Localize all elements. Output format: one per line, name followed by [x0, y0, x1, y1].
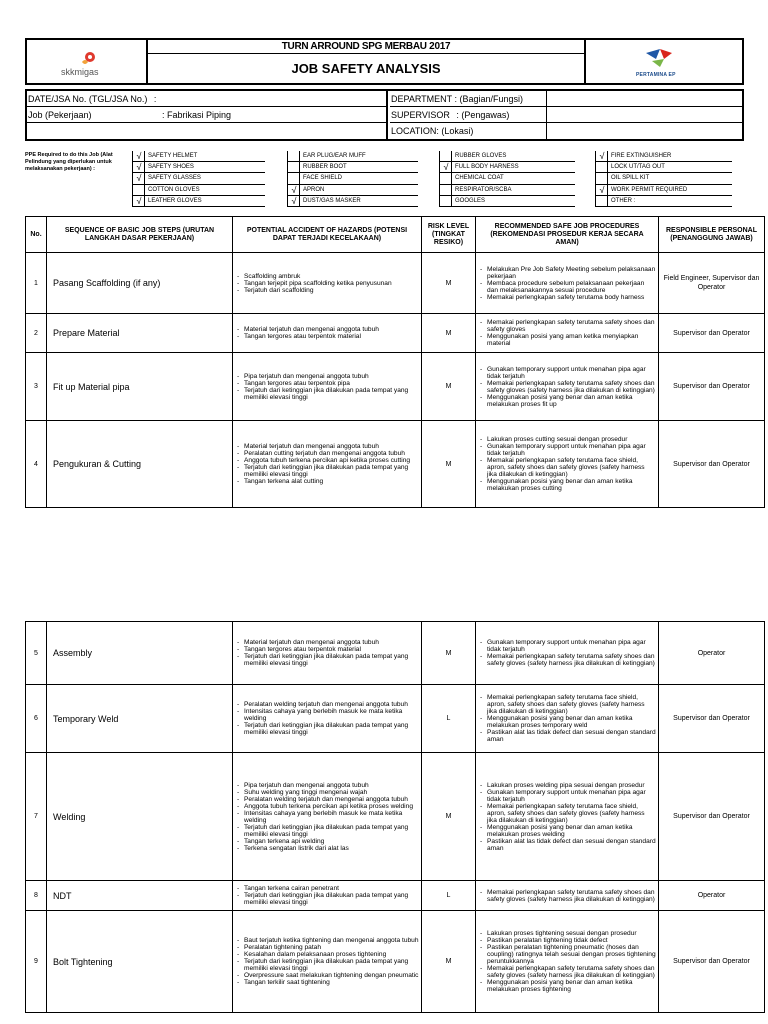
ppe-item: FULL BODY HARNESS	[451, 162, 575, 173]
hazard-item: - Terjatuh dari ketinggian jika dilakukan pada tempat yang memiliki elevasi tinggi	[235, 387, 419, 401]
col-steps: SEQUENCE OF BASIC JOB STEPS (URUTAN LANGKAH DASAR PEKERJAAN)	[47, 217, 233, 253]
hazard-item: - Material terjatuh dan mengenai anggota tubuh	[235, 639, 419, 646]
risk-level: L	[422, 685, 476, 753]
risk-level: M	[422, 753, 476, 881]
ppe-item: RUBBER GLOVES	[451, 151, 575, 162]
procedure-item: - Membaca procedure sebelum pelaksanaan pekerjaan dan melaksanakannya sesuai procedure	[478, 280, 656, 294]
ppe-item: EAR PLUG/EAR MUFF	[299, 151, 418, 162]
procedure-list	[476, 421, 659, 508]
responsible-person: Supervisor dan Operator	[659, 421, 765, 508]
ppe-checkbox	[132, 185, 144, 196]
ppe-label: PPE Required to do this Job (Alat Pelindung yang diperlukan untuk melaksanakan pekerjaan) :	[25, 152, 113, 172]
risk-level: M	[422, 353, 476, 421]
hazard-item: - Tangan tergores atau terpentok material	[235, 333, 419, 340]
ppe-checkbox	[595, 162, 607, 173]
hazard-item: - Tangan terkena api welding	[235, 838, 419, 845]
job-step: Pasang Scaffolding (if any)	[47, 253, 233, 314]
hazard-item: - Terkena sengatan listrik dari alat las	[235, 845, 419, 852]
hazard-list	[233, 622, 422, 685]
check-mark-icon: √	[136, 195, 142, 206]
blank-row	[27, 123, 386, 139]
col-risk: RISK LEVEL (TINGKAT RESIKO)	[422, 217, 476, 253]
ppe-item: SAFETY SHOES	[144, 162, 265, 173]
step-number: 3	[26, 353, 47, 421]
date-row	[27, 91, 386, 107]
ppe-checkbox	[287, 162, 299, 173]
ppe-checkbox	[132, 162, 144, 173]
risk-level: M	[422, 911, 476, 1013]
hazard-item: - Terjatuh dari ketinggian jika dilakukan pada tempat yang memiliki elevasi tinggi	[235, 722, 419, 736]
ppe-checkbox	[439, 173, 451, 184]
hazard-item: - Peralatan cutting terjatuh dan mengenai anggota tubuh	[235, 450, 419, 457]
ppe-item: SAFETY HELMET	[144, 151, 265, 162]
responsible-person: Supervisor dan Operator	[659, 314, 765, 353]
procedure-item: - Lakukan proses cutting sesuai dengan prosedur	[478, 436, 656, 443]
ppe-checkbox	[287, 196, 299, 207]
table-row	[26, 253, 765, 314]
table-row	[26, 881, 765, 911]
step-number: 1	[26, 253, 47, 314]
date-label: DATE/JSA No. (TGL/JSA No.)	[28, 94, 148, 104]
job-step: Pengukuran & Cutting	[47, 421, 233, 508]
table-row	[26, 353, 765, 421]
date-value: :	[153, 94, 157, 104]
hazard-item: - Pipa terjatuh dan mengenai anggota tubuh	[235, 782, 419, 789]
job-step: Assembly	[47, 622, 233, 685]
ppe-item: CHEMICAL COAT	[451, 173, 575, 184]
ppe-checkbox	[439, 151, 451, 162]
procedure-list	[476, 253, 659, 314]
hazard-item: - Terjatuh dari ketinggian jika dilakukan pada tempat yang memiliki elevasi tinggi	[235, 892, 419, 906]
procedure-item: - Memakai perlengkapan safety terutama safety shoes dan safety gloves (safety harness jika dilakukan di ketinggian)	[478, 653, 656, 667]
procedure-item: - Menggunakan posisi yang aman ketika menyiapkan material	[478, 333, 656, 347]
responsible-person: Supervisor dan Operator	[659, 753, 765, 881]
step-number: 4	[26, 421, 47, 508]
pertamina-logo	[584, 40, 742, 83]
table-header-row	[26, 217, 765, 253]
ppe-item: OTHER :	[607, 196, 732, 207]
ppe-item: GOOGLES	[451, 196, 575, 207]
ppe-checkbox	[287, 151, 299, 162]
table-row	[26, 622, 765, 685]
responsible-person: Field Engineer, Supervisor dan Operator	[659, 253, 765, 314]
hazard-item: - Pipa terjatuh dan mengenai anggota tubuh	[235, 373, 419, 380]
project-title: TURN ARROUND SPG MERBAU 2017	[148, 40, 584, 54]
hazard-item: - Terjatuh dari ketinggian jika dilakukan pada tempat yang memiliki elevasi tinggi	[235, 464, 419, 478]
procedure-item: - Gunakan temporary support untuk menahan pipa agar tidak terjatuh	[478, 789, 656, 803]
job-info	[25, 89, 744, 141]
department-label: DEPARTMENT : (Bagian/Fungsi)	[391, 94, 524, 104]
location-label: LOCATION: (Lokasi)	[391, 126, 474, 136]
procedure-item: - Melakukan Pre Job Safety Meeting sebelum pelaksanaan pekerjaan	[478, 266, 656, 280]
procedure-item: - Menggunakan posisi yang benar dan aman ketika melakukan proses tightening	[478, 979, 656, 993]
step-number: 2	[26, 314, 47, 353]
hazard-list	[233, 881, 422, 911]
responsible-person: Supervisor dan Operator	[659, 685, 765, 753]
hazard-item: - Tangan terkena cairan penetrant	[235, 885, 419, 892]
ppe-item: DUST/GAS MASKER	[299, 196, 418, 207]
department-row	[390, 91, 742, 107]
step-number: 9	[26, 911, 47, 1013]
responsible-person: Supervisor dan Operator	[659, 911, 765, 1013]
hazard-item: - Baut terjatuh ketika tightening dan mengenai anggota tubuh	[235, 937, 419, 944]
hazard-item: - Terjatuh dari ketinggian jika dilakukan pada tempat yang memiliki elevasi tinggi	[235, 653, 419, 667]
procedure-item: - Menggunakan posisi yang benar dan aman ketika melakukan proses temporary weld	[478, 715, 656, 729]
responsible-person: Operator	[659, 622, 765, 685]
ppe-checkbox	[287, 185, 299, 196]
check-mark-icon: √	[599, 184, 605, 195]
job-step: Prepare Material	[47, 314, 233, 353]
procedure-item: - Memakai perlengkapan safety terutama safety shoes dan safety gloves	[478, 319, 656, 333]
procedure-item: - Memakai perlengkapan safety terutama face shield, apron, safety shoes dan safety gloves (safety harness jika dilakukan di ketinggian)	[478, 457, 656, 478]
ppe-item: FACE SHIELD	[299, 173, 418, 184]
jsa-header	[25, 38, 744, 85]
ppe-checkbox	[439, 196, 451, 207]
procedure-item: - Lakukan proses welding pipa sesuai dengan prosedur	[478, 782, 656, 789]
job-step: Bolt Tightening	[47, 911, 233, 1013]
job-step: Temporary Weld	[47, 685, 233, 753]
procedure-list	[476, 911, 659, 1013]
procedure-item: - Memakai perlengkapan safety terutama safety shoes dan safety gloves (safety harness jika dilakukan di ketinggian)	[478, 889, 656, 903]
ppe-item: APRON	[299, 185, 418, 196]
procedure-item: - Pastikan peralatan tightening tidak defect	[478, 937, 656, 944]
hazard-item: - Terjatuh dari ketinggian jika dilakukan pada tempat yang memiliki elevasi tinggi	[235, 824, 419, 838]
hazard-item: - Peralatan tightening patah	[235, 944, 419, 951]
procedure-item: - Lakukan proses tightening sesuai dengan prosedur	[478, 930, 656, 937]
table-row	[26, 314, 765, 353]
risk-level: M	[422, 421, 476, 508]
step-number: 6	[26, 685, 47, 753]
procedure-item: - Pastikan alat las tidak defect dan sesuai dengan standard aman	[478, 729, 656, 743]
hazard-item: - Intensitas cahaya yang berlebih masuk ke mata ketika welding	[235, 708, 419, 722]
ppe-item: LEATHER GLOVES	[144, 196, 265, 207]
ppe-checkbox	[287, 173, 299, 184]
hazard-list	[233, 753, 422, 881]
risk-level: M	[422, 622, 476, 685]
check-mark-icon: √	[136, 151, 142, 161]
skkmigas-logo	[27, 40, 148, 83]
check-mark-icon: √	[291, 195, 297, 206]
check-mark-icon: √	[136, 162, 142, 173]
procedure-item: - Memakai perlengkapan safety terutama face shield, apron, safety shoes dan safety gloves (safety harness jika dilakukan di ketinggian)	[478, 803, 656, 824]
location-row	[390, 123, 742, 139]
ppe-section	[25, 150, 744, 208]
job-step: Welding	[47, 753, 233, 881]
ppe-checkbox	[595, 151, 607, 162]
ppe-checkbox	[595, 185, 607, 196]
hazard-item: - Tangan terkena alat cutting	[235, 478, 419, 485]
supervisor-row	[390, 107, 742, 123]
hazard-item: - Peralatan welding terjatuh dan mengenai anggota tubuh	[235, 701, 419, 708]
ppe-item: RESPIRATOR/SCBA	[451, 185, 575, 196]
ppe-checkbox	[132, 173, 144, 184]
ppe-checkbox	[439, 185, 451, 196]
risk-level: M	[422, 314, 476, 353]
procedure-item: - Menggunakan posisi yang benar dan aman ketika melakukan proses cutting	[478, 478, 656, 492]
hazard-list	[233, 685, 422, 753]
hazard-item: - Peralatan welding terjatuh dan mengenai anggota tubuh	[235, 796, 419, 803]
procedure-item: - Menggunakan posisi yang benar dan aman ketika melakukan proses welding	[478, 824, 656, 838]
hazard-item: - Terjatuh dari scaffolding	[235, 287, 419, 294]
procedure-item: - Memakai perlengkapan safety terutama safety shoes dan safety gloves (safety harness jika dilakukan di ketinggian)	[478, 380, 656, 394]
hazard-item: - Tangan terjepit pipa scaffolding ketika penyusunan	[235, 280, 419, 287]
check-mark-icon: √	[443, 162, 449, 173]
ppe-checkbox	[595, 196, 607, 207]
procedure-list	[476, 353, 659, 421]
responsible-person: Supervisor dan Operator	[659, 353, 765, 421]
procedure-list	[476, 685, 659, 753]
procedure-item: - Memakai perlengkapan safety terutama body harness	[478, 294, 656, 301]
hazard-item: - Suhu welding yang tinggi mengenai wajah	[235, 789, 419, 796]
step-number: 5	[26, 622, 47, 685]
hazard-list	[233, 253, 422, 314]
procedure-item: - Memakai perlengkapan safety terutama face shield, apron, safety shoes dan safety gloves (safety harness jika dilakukan di ketinggian)	[478, 694, 656, 715]
ppe-item: WORK PERMIT REQUIRED	[607, 185, 732, 196]
procedure-item: - Gunakan temporary support untuk menahan pipa agar tidak terjatuh	[478, 443, 656, 457]
hazard-list	[233, 421, 422, 508]
job-step: NDT	[47, 881, 233, 911]
col-procedures: RECOMMENDED SAFE JOB PROCEDURES (REKOMENDASI PROSEDUR KERJA SECARA AMAN)	[476, 217, 659, 253]
ppe-item: FIRE EXTINGUISHER	[607, 151, 732, 162]
procedure-item: - Pastikan peralatan tightening pneumatic (hoses dan coupling) ratingnya telah sesuai dengan proses tightening peruntukkannya	[478, 944, 656, 965]
check-mark-icon: √	[291, 184, 297, 195]
check-mark-icon: √	[599, 151, 605, 161]
ppe-item: COTTON GLOVES	[144, 185, 265, 196]
hazard-item: - Material terjatuh dan mengenai anggota tubuh	[235, 326, 419, 333]
table-row	[26, 421, 765, 508]
step-number: 8	[26, 881, 47, 911]
jsa-table-page-1	[25, 216, 765, 508]
col-responsible: RESPONSIBLE PERSONAL (PENANGGUNG JAWAB)	[659, 217, 765, 253]
procedure-item: - Gunakan temporary support untuk menahan pipa agar tidak terjatuh	[478, 366, 656, 380]
procedure-item: - Memakai perlengkapan safety terutama safety shoes dan safety gloves (safety harness jika dilakukan di ketinggian)	[478, 965, 656, 979]
ppe-item: RUBBER BOOT	[299, 162, 418, 173]
hazard-item: - Material terjatuh dan mengenai anggota tubuh	[235, 443, 419, 450]
hazard-item: - Tangan tergores atau terpentok pipa	[235, 380, 419, 387]
ppe-checkbox	[595, 173, 607, 184]
job-value: : Fabrikasi Piping	[162, 110, 232, 120]
hazard-item: - Tangan terkilir saat tightening	[235, 979, 419, 986]
check-mark-icon: √	[136, 173, 142, 184]
ppe-item: SAFETY GLASSES	[144, 173, 265, 184]
supervisor-label: SUPERVISOR	[391, 110, 450, 120]
hazard-item: - Tangan tergores atau terpentok material	[235, 646, 419, 653]
procedure-item: - Pastikan alat las tidak defect dan sesuai dengan standard aman	[478, 838, 656, 852]
ppe-checkbox	[132, 196, 144, 207]
procedure-item: - Menggunakan posisi yang benar dan aman ketika melakukan proses fit up	[478, 394, 656, 408]
hazard-item: - Anggota tubuh terkena percikan api ketika proses welding	[235, 803, 419, 810]
hazard-list	[233, 314, 422, 353]
col-no: No.	[26, 217, 47, 253]
procedure-list	[476, 753, 659, 881]
procedure-item: - Gunakan temporary support untuk menahan pipa agar tidak terjatuh	[478, 639, 656, 653]
pertamina-text: PERTAMINA EP	[636, 72, 676, 78]
hazard-item: - Scaffolding ambruk	[235, 273, 419, 280]
pertamina-emblem-icon	[636, 45, 696, 75]
table-row	[26, 911, 765, 1013]
step-number: 7	[26, 753, 47, 881]
hazard-item: - Kesalahan dalam pelaksanaan proses tightening	[235, 951, 419, 958]
hazard-list	[233, 911, 422, 1013]
page-title: JOB SAFETY ANALYSIS	[291, 61, 441, 76]
job-row	[27, 107, 386, 123]
jsa-table-page-2	[25, 621, 765, 1013]
skkmigas-text: skkmigas	[61, 67, 99, 77]
job-step: Fit up Material pipa	[47, 353, 233, 421]
hazard-item: - Anggota tubuh terkena percikan api ketika proses cutting	[235, 457, 419, 464]
ppe-item: OIL SPILL KIT	[607, 173, 732, 184]
procedure-list	[476, 881, 659, 911]
ppe-item: LOCK UT/TAG OUT	[607, 162, 732, 173]
hazard-item: - Terjatuh dari ketinggian jika dilakukan pada tempat yang memiliki elevasi tinggi	[235, 958, 419, 972]
procedure-list	[476, 314, 659, 353]
table-row	[26, 685, 765, 753]
risk-level: M	[422, 253, 476, 314]
ppe-checkbox	[439, 162, 451, 173]
procedure-list	[476, 622, 659, 685]
supervisor-value: : (Pengawas)	[456, 110, 510, 120]
job-label: Job (Pekerjaan)	[28, 110, 92, 120]
responsible-person: Operator	[659, 881, 765, 911]
hazard-item: - Overpressure saat melakukan tightening dengan pneumatic	[235, 972, 419, 979]
risk-level: L	[422, 881, 476, 911]
col-hazards: POTENTIAL ACCIDENT OF HAZARDS (POTENSI DAPAT TERJADI KECELAKAAN)	[233, 217, 422, 253]
table-row	[26, 753, 765, 881]
ppe-checkbox	[132, 151, 144, 162]
hazard-item: - Intensitas cahaya yang berlebih masuk ke mata ketika welding	[235, 810, 419, 824]
hazard-list	[233, 353, 422, 421]
